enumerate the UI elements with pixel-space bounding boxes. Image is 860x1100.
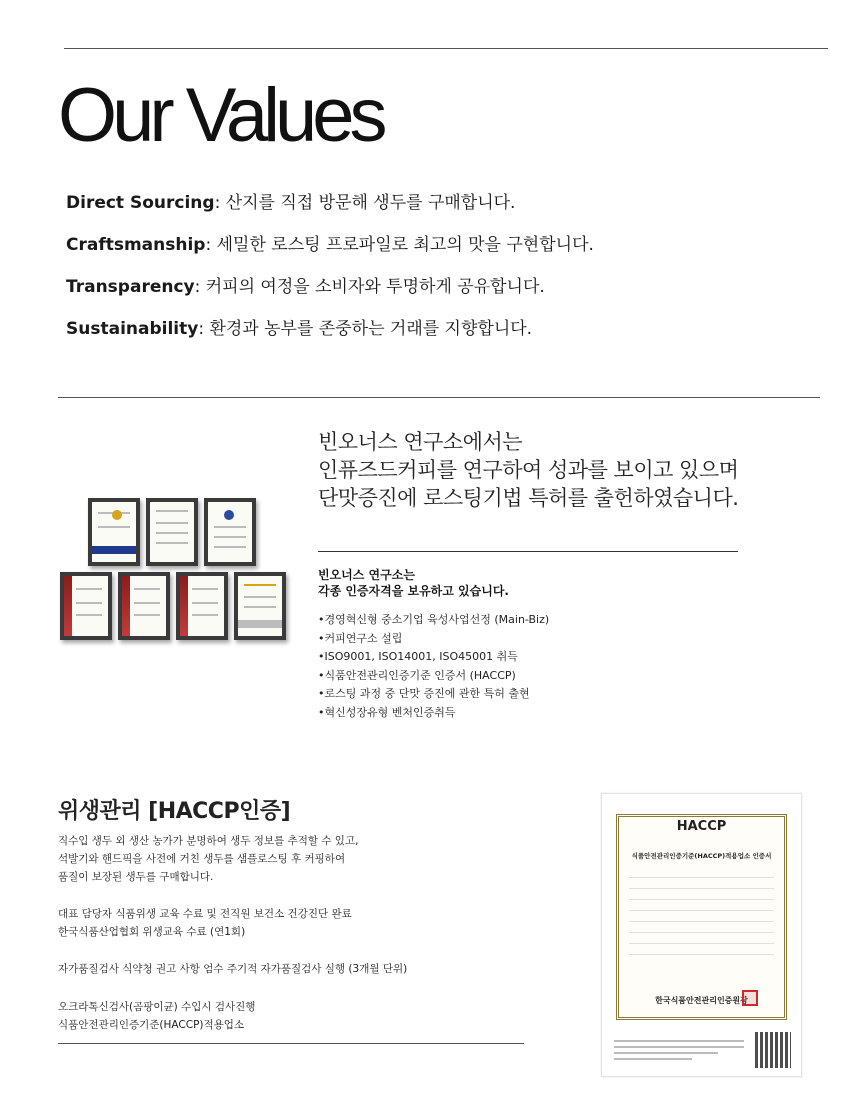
certificates-collage (56, 494, 296, 644)
value-term: Craftsmanship (66, 235, 206, 255)
qr-code-icon (755, 1032, 791, 1068)
certificate-footer (614, 1040, 744, 1064)
value-sustainability (66, 314, 532, 339)
paragraph-line: 직수입 생두 외 생산 농가가 분명하여 생두 정보를 추적할 수 있고, (58, 835, 359, 847)
list-item: •ISO9001, ISO14001, ISO45001 취득 (318, 650, 518, 663)
lab-subheading (318, 567, 509, 599)
haccp-paragraph (58, 832, 358, 886)
value-term: Transparency (66, 277, 195, 297)
lab-headline-line: 인퓨즈드커피를 연구하여 성과를 보이고 있으며 (318, 458, 739, 482)
haccp-logo: HACCP (676, 819, 727, 834)
value-desc: : 환경과 농부를 존중하는 거래를 지향합니다. (198, 319, 533, 339)
list-item: •혁신성장유형 벤처인증취득 (318, 705, 456, 719)
value-transparency (66, 272, 545, 297)
top-divider (64, 48, 828, 49)
certificate-frame (176, 572, 228, 640)
certificate-fields (629, 869, 774, 957)
paragraph-line: 오크라톡신검사(곰팡이균) 수입시 검사진행 (58, 1001, 256, 1013)
list-item: •커피연구소 설립 (318, 631, 403, 645)
certificate-frame (88, 498, 140, 566)
value-desc: : 산지를 직접 방문해 생두를 구매합니다. (214, 193, 516, 213)
value-craftsmanship (66, 230, 594, 255)
page-title: Our Values (58, 73, 383, 158)
certificate-issuer: 한국식품안전관리인증원장 (655, 996, 748, 1005)
haccp-certificate (601, 793, 802, 1077)
certificate-title: 식품안전관리인증기준(HACCP)적용업소 인증서 (631, 852, 772, 860)
paragraph-line: 한국식품산업협회 위생교육 수료 (연1회) (58, 926, 246, 938)
certificate-frame (204, 498, 256, 566)
value-term: Sustainability (66, 319, 199, 339)
paragraph-line: 대표 담당자 식품위생 교육 수료 및 전직원 보건소 건강진단 완료 (58, 908, 352, 920)
lab-divider (318, 551, 738, 552)
value-direct-sourcing (66, 188, 515, 213)
haccp-paragraph (58, 960, 407, 978)
haccp-divider (58, 1043, 524, 1044)
section-divider (58, 397, 820, 398)
paragraph-line: 자가품질검사 식약청 권고 사항 엄수 주기적 자가품질검사 실행 (3개월 단위) (58, 963, 408, 975)
certificate-frame (234, 572, 286, 640)
paragraph-line: 품질이 보장된 생두를 구매합니다. (58, 871, 214, 883)
haccp-paragraph (58, 998, 255, 1034)
value-desc: : 세밀한 로스팅 프로파일로 최고의 맛을 구현합니다. (205, 235, 594, 255)
list-item: •식품안전관리인증기준 인증서 (HACCP) (318, 668, 516, 682)
lab-subheading-line: 빈오너스 연구소는 (318, 568, 415, 582)
certificate-frame (60, 572, 112, 640)
certificate-frame (146, 498, 198, 566)
official-seal-icon (742, 990, 758, 1006)
paragraph-line: 식품안전관리인증기준(HACCP)적용업소 (58, 1019, 245, 1031)
list-item: •경영혁신형 중소기업 육성사업선정 (Main-Biz) (318, 613, 550, 626)
lab-headline (318, 428, 738, 512)
value-term: Direct Sourcing (66, 193, 215, 213)
lab-headline-line: 빈오너스 연구소에서는 (318, 430, 523, 454)
haccp-title: 위생관리 [HACCP인증] (58, 799, 291, 824)
value-desc: : 커피의 여정을 소비자와 투명하게 공유합니다. (194, 277, 545, 297)
lab-subheading-line: 각종 인증자격을 보유하고 있습니다. (318, 584, 509, 598)
lab-headline-line: 단맛증진에 로스팅기법 특허를 출헌하였습니다. (318, 486, 739, 510)
credentials-list (318, 611, 549, 722)
haccp-paragraph (58, 905, 352, 941)
list-item: •로스팅 과정 중 단맛 증진에 관한 특허 출현 (318, 687, 530, 700)
certificate-frame (118, 572, 170, 640)
paragraph-line: 석발기와 핸드픽을 사전에 거친 생두를 샘플로스팅 후 커핑하여 (58, 853, 346, 865)
